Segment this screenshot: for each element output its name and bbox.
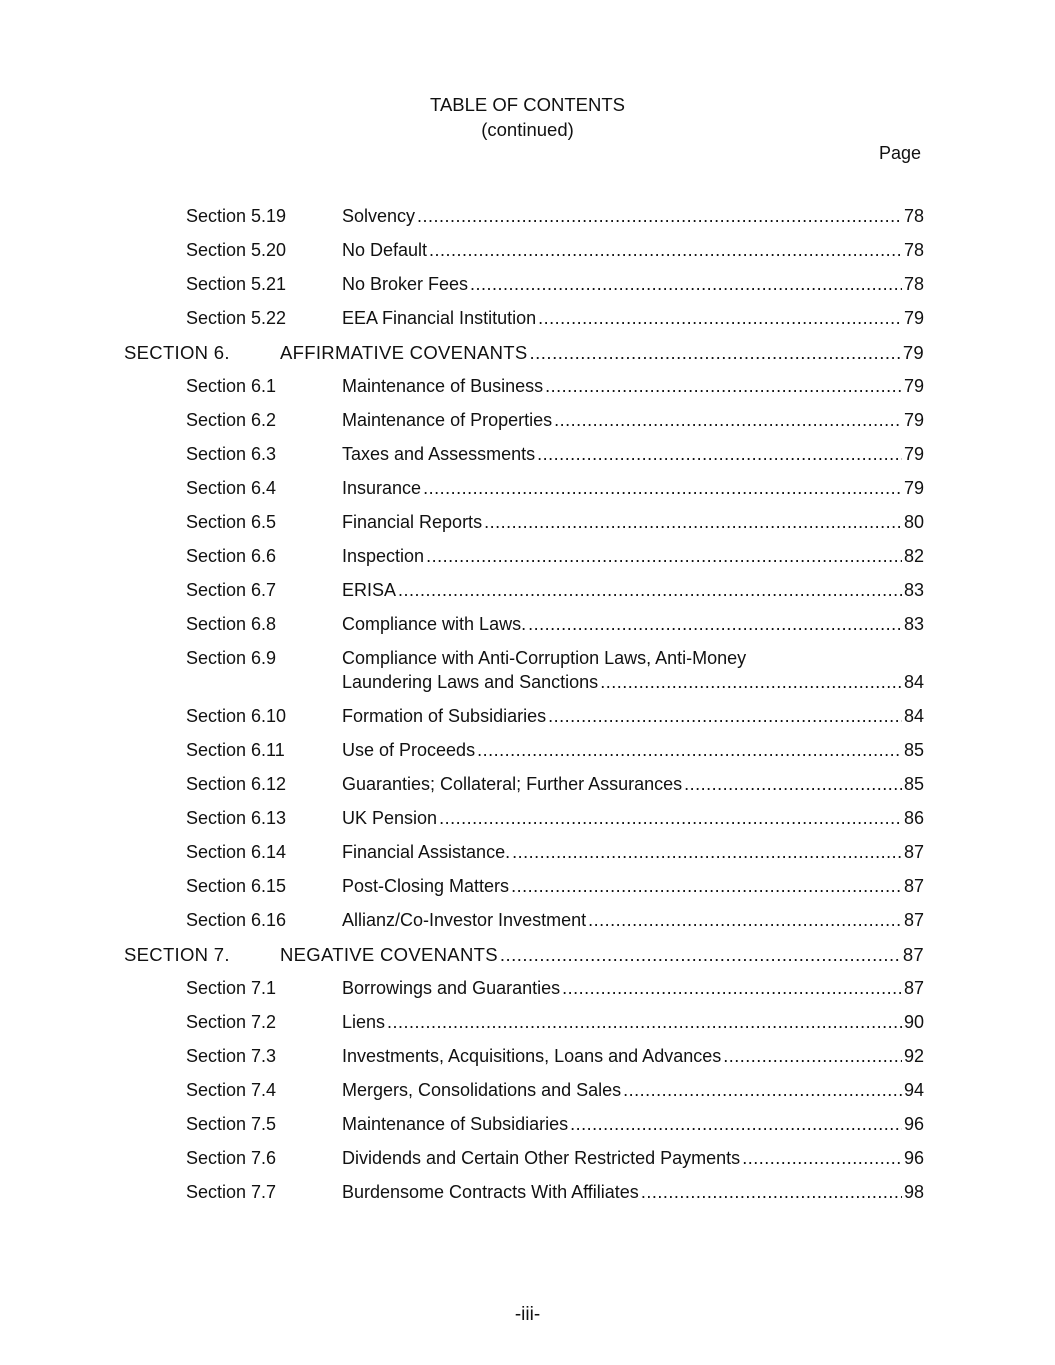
toc-entry-line — [342, 274, 924, 295]
toc-entry-page: 83 — [903, 580, 924, 600]
toc-entry-number: Section 6.12 — [186, 774, 287, 794]
toc-entry-title: Inspection — [342, 546, 425, 566]
toc-entry-title: Use of Proceeds — [342, 740, 476, 760]
toc-entry-heading — [342, 1148, 924, 1169]
dot-leader — [600, 672, 902, 693]
toc-entry-page: 96 — [903, 1114, 924, 1134]
dot-leader — [387, 1012, 902, 1033]
toc-section-entry[interactable] — [0, 1080, 1055, 1114]
toc-entry-line — [342, 410, 924, 431]
toc-entry-heading — [342, 376, 924, 397]
toc-entry-page: 85 — [903, 740, 924, 760]
toc-entry-number: Section 5.22 — [186, 308, 287, 328]
toc-entry-title: Burdensome Contracts With Affiliates — [342, 1182, 639, 1202]
page-column-label: Page — [878, 143, 921, 163]
dot-leader — [641, 1182, 902, 1203]
toc-entry-line — [342, 206, 924, 227]
toc-section-entry[interactable] — [0, 580, 1055, 614]
toc-section-entry[interactable] — [0, 614, 1055, 648]
toc-entry-number: Section 6.15 — [186, 876, 287, 896]
toc-title: TABLE OF CONTENTS — [430, 94, 625, 115]
toc-entry-line — [342, 1080, 924, 1101]
toc-entry-heading — [280, 944, 924, 966]
dot-leader — [538, 308, 902, 329]
toc-entry-title: NEGATIVE COVENANTS — [280, 944, 498, 965]
dot-leader — [530, 342, 901, 364]
toc-entry-line — [342, 308, 924, 329]
toc-entry-line — [342, 842, 924, 863]
toc-entry-page: 86 — [903, 808, 924, 828]
toc-entry-title: Dividends and Certain Other Restricted Payments — [342, 1148, 741, 1168]
toc-entry-page: 79 — [903, 308, 924, 328]
toc-entry-heading — [342, 614, 924, 635]
dot-leader — [684, 774, 902, 795]
toc-entry-page: 84 — [903, 672, 924, 692]
dot-leader — [723, 1046, 902, 1067]
toc-entry-heading — [342, 740, 924, 761]
toc-entry-heading — [342, 648, 924, 693]
toc-entry-number: Section 6.2 — [186, 410, 277, 430]
toc-entry-number: Section 7.2 — [186, 1012, 277, 1032]
toc-entry-title: Insurance — [342, 478, 422, 498]
toc-entries — [0, 206, 1055, 1216]
toc-entry-heading — [342, 444, 924, 465]
toc-section-entry[interactable] — [0, 1114, 1055, 1148]
toc-section-entry[interactable] — [0, 478, 1055, 512]
toc-entry-page: 92 — [903, 1046, 924, 1066]
toc-entry-page: 79 — [903, 478, 924, 498]
toc-section-entry[interactable] — [0, 376, 1055, 410]
dot-leader — [548, 706, 902, 727]
toc-section-entry[interactable] — [0, 1012, 1055, 1046]
dot-leader — [500, 944, 901, 966]
toc-entry-heading — [280, 342, 924, 364]
toc-entry-number: Section 6.9 — [186, 648, 277, 668]
toc-entry-line — [342, 444, 924, 465]
dot-leader — [429, 240, 902, 261]
toc-entry-heading — [342, 308, 924, 329]
toc-entry-page: 87 — [902, 944, 924, 965]
toc-entry-heading — [342, 808, 924, 829]
toc-entry-title: AFFIRMATIVE COVENANTS — [280, 342, 528, 363]
toc-section-entry[interactable] — [0, 648, 1055, 706]
toc-entry-page: 79 — [903, 376, 924, 396]
toc-entry-heading — [342, 1114, 924, 1135]
dot-leader — [562, 978, 902, 999]
toc-section-entry[interactable] — [0, 410, 1055, 444]
toc-entry-line — [342, 1046, 924, 1067]
toc-section-entry[interactable] — [0, 808, 1055, 842]
toc-entry-line — [342, 672, 924, 693]
toc-entry-heading — [342, 1046, 924, 1067]
toc-entry-page: 87 — [903, 842, 924, 862]
toc-entry-title: Financial Assistance. — [342, 842, 511, 862]
toc-entry-title-line1: Compliance with Anti-Corruption Laws, Anti-Money — [342, 648, 747, 668]
toc-entry-page: 82 — [903, 546, 924, 566]
toc-entry-page: 84 — [903, 706, 924, 726]
toc-entry-number: Section 5.19 — [186, 206, 287, 226]
toc-entry-number: Section 6.16 — [186, 910, 287, 930]
toc-entry-number: Section 7.4 — [186, 1080, 277, 1100]
toc-entry-page: 85 — [903, 774, 924, 794]
toc-entry-page: 78 — [903, 240, 924, 260]
toc-entry-page: 78 — [903, 274, 924, 294]
toc-entry-number: Section 7.5 — [186, 1114, 277, 1134]
toc-entry-page: 87 — [903, 978, 924, 998]
toc-entry-page: 87 — [903, 910, 924, 930]
toc-entry-title: Laundering Laws and Sanctions — [342, 672, 599, 692]
toc-entry-page: 83 — [903, 614, 924, 634]
toc-entry-line — [280, 342, 924, 364]
toc-entry-page: 79 — [903, 410, 924, 430]
toc-entry-page: 79 — [902, 342, 924, 363]
toc-entry-line — [342, 240, 924, 261]
toc-entry-title: Financial Reports — [342, 512, 483, 532]
dot-leader — [511, 876, 902, 897]
toc-entry-title: Investments, Acquisitions, Loans and Advances — [342, 1046, 722, 1066]
toc-section-entry[interactable] — [0, 740, 1055, 774]
toc-entry-line — [342, 978, 924, 999]
toc-entry-number: Section 6.7 — [186, 580, 277, 600]
toc-entry-heading — [342, 410, 924, 431]
dot-leader — [537, 444, 902, 465]
toc-entry-title: Maintenance of Subsidiaries — [342, 1114, 569, 1134]
dot-leader — [417, 206, 902, 227]
toc-entry-heading — [342, 206, 924, 227]
toc-entry-number: Section 6.8 — [186, 614, 277, 634]
toc-section-entry[interactable] — [0, 774, 1055, 808]
toc-entry-line — [342, 376, 924, 397]
toc-entry-heading — [342, 512, 924, 533]
toc-entry-title: Borrowings and Guaranties — [342, 978, 561, 998]
toc-entry-title: Taxes and Assessments — [342, 444, 536, 464]
toc-entry-line — [342, 580, 924, 601]
toc-entry-title: Allianz/Co-Investor Investment — [342, 910, 587, 930]
toc-section-entry[interactable] — [0, 444, 1055, 478]
page-number: -iii- — [514, 1304, 541, 1325]
toc-entry-page: 80 — [903, 512, 924, 532]
toc-subtitle: (continued) — [481, 119, 574, 140]
toc-entry-number: SECTION 7. — [124, 944, 230, 965]
toc-entry-heading — [342, 1012, 924, 1033]
toc-section-entry[interactable] — [0, 1148, 1055, 1182]
dot-leader — [484, 512, 902, 533]
toc-entry-title: Compliance with Laws. — [342, 614, 527, 634]
toc-entry-number: Section 6.14 — [186, 842, 287, 862]
toc-entry-line — [342, 1182, 924, 1203]
toc-entry-title: Mergers, Consolidations and Sales — [342, 1080, 622, 1100]
toc-section-entry[interactable] — [0, 274, 1055, 308]
toc-entry-line — [342, 706, 924, 727]
dot-leader — [588, 910, 902, 931]
toc-entry-heading — [342, 1182, 924, 1203]
toc-entry-page: 90 — [903, 1012, 924, 1032]
toc-entry-number: Section 5.21 — [186, 274, 287, 294]
dot-leader — [512, 842, 902, 863]
toc-entry-number: Section 7.3 — [186, 1046, 277, 1066]
toc-entry-heading — [342, 274, 924, 295]
dot-leader — [623, 1080, 902, 1101]
toc-entry-title: Maintenance of Business — [342, 376, 544, 396]
dot-leader — [398, 580, 902, 601]
toc-section-entry[interactable] — [0, 842, 1055, 876]
toc-entry-heading — [342, 580, 924, 601]
toc-entry-line — [342, 774, 924, 795]
toc-section-entry[interactable] — [0, 206, 1055, 240]
toc-entry-page: 98 — [903, 1182, 924, 1202]
toc-entry-title: Post-Closing Matters — [342, 876, 510, 896]
toc-entry-title: ERISA — [342, 580, 397, 600]
toc-entry-number: Section 5.20 — [186, 240, 287, 260]
toc-entry-heading — [342, 842, 924, 863]
toc-section-entry[interactable] — [0, 512, 1055, 546]
toc-entry-line — [342, 478, 924, 499]
toc-section-entry[interactable] — [0, 706, 1055, 740]
toc-entry-line — [280, 944, 924, 966]
toc-entry-heading — [342, 240, 924, 261]
toc-section-entry[interactable] — [0, 308, 1055, 342]
dot-leader — [470, 274, 902, 295]
dot-leader — [423, 478, 902, 499]
toc-entry-number: Section 6.5 — [186, 512, 277, 532]
dot-leader — [477, 740, 902, 761]
toc-entry-line — [342, 512, 924, 533]
toc-entry-title: Formation of Subsidiaries — [342, 706, 547, 726]
toc-entry-heading — [342, 706, 924, 727]
toc-entry-line — [342, 1148, 924, 1169]
toc-entry-line — [342, 1114, 924, 1135]
toc-section-entry[interactable] — [0, 1182, 1055, 1216]
toc-entry-line — [342, 546, 924, 567]
toc-entry-page: 87 — [903, 876, 924, 896]
toc-entry-line — [342, 910, 924, 931]
dot-leader — [742, 1148, 902, 1169]
toc-article-entry[interactable] — [0, 944, 1055, 978]
toc-entry-line — [342, 808, 924, 829]
toc-entry-number: Section 6.11 — [186, 740, 285, 760]
toc-entry-number: Section 6.10 — [186, 706, 287, 726]
dot-leader — [528, 614, 902, 635]
toc-entry-number: Section 7.6 — [186, 1148, 277, 1168]
toc-entry-page: 94 — [903, 1080, 924, 1100]
toc-entry-line — [342, 740, 924, 761]
toc-entry-title: Guaranties; Collateral; Further Assurances — [342, 774, 683, 794]
toc-entry-line — [342, 876, 924, 897]
toc-entry-heading — [342, 876, 924, 897]
dot-leader — [545, 376, 902, 397]
toc-entry-title: No Broker Fees — [342, 274, 469, 294]
toc-entry-title: EEA Financial Institution — [342, 308, 537, 328]
dot-leader — [554, 410, 902, 431]
toc-entry-number: Section 6.4 — [186, 478, 277, 498]
toc-entry-title: Solvency — [342, 206, 416, 226]
toc-entry-heading — [342, 910, 924, 931]
toc-entry-heading — [342, 774, 924, 795]
toc-entry-page: 78 — [903, 206, 924, 226]
toc-entry-number: Section 7.1 — [186, 978, 277, 998]
toc-entry-number: SECTION 6. — [124, 342, 230, 363]
toc-section-entry[interactable] — [0, 1046, 1055, 1080]
dot-leader — [439, 808, 902, 829]
toc-entry-line — [342, 1012, 924, 1033]
dot-leader — [570, 1114, 902, 1135]
toc-entry-heading — [342, 978, 924, 999]
toc-entry-number: Section 6.3 — [186, 444, 277, 464]
dot-leader — [426, 546, 902, 567]
toc-section-entry[interactable] — [0, 910, 1055, 944]
toc-section-entry[interactable] — [0, 978, 1055, 1012]
toc-entry-page: 79 — [903, 444, 924, 464]
toc-entry-line — [342, 614, 924, 635]
toc-entry-heading — [342, 1080, 924, 1101]
toc-entry-title: Maintenance of Properties — [342, 410, 553, 430]
toc-entry-number: Section 7.7 — [186, 1182, 277, 1202]
toc-section-entry[interactable] — [0, 876, 1055, 910]
toc-section-entry[interactable] — [0, 240, 1055, 274]
toc-entry-number: Section 6.1 — [186, 376, 277, 396]
toc-entry-number: Section 6.13 — [186, 808, 287, 828]
toc-entry-number: Section 6.6 — [186, 546, 277, 566]
toc-entry-title: UK Pension — [342, 808, 438, 828]
toc-entry-page: 96 — [903, 1148, 924, 1168]
toc-entry-heading — [342, 478, 924, 499]
toc-article-entry[interactable] — [0, 342, 1055, 376]
toc-entry-title: No Default — [342, 240, 428, 260]
toc-entry-title: Liens — [342, 1012, 386, 1032]
toc-entry-heading — [342, 546, 924, 567]
toc-section-entry[interactable] — [0, 546, 1055, 580]
